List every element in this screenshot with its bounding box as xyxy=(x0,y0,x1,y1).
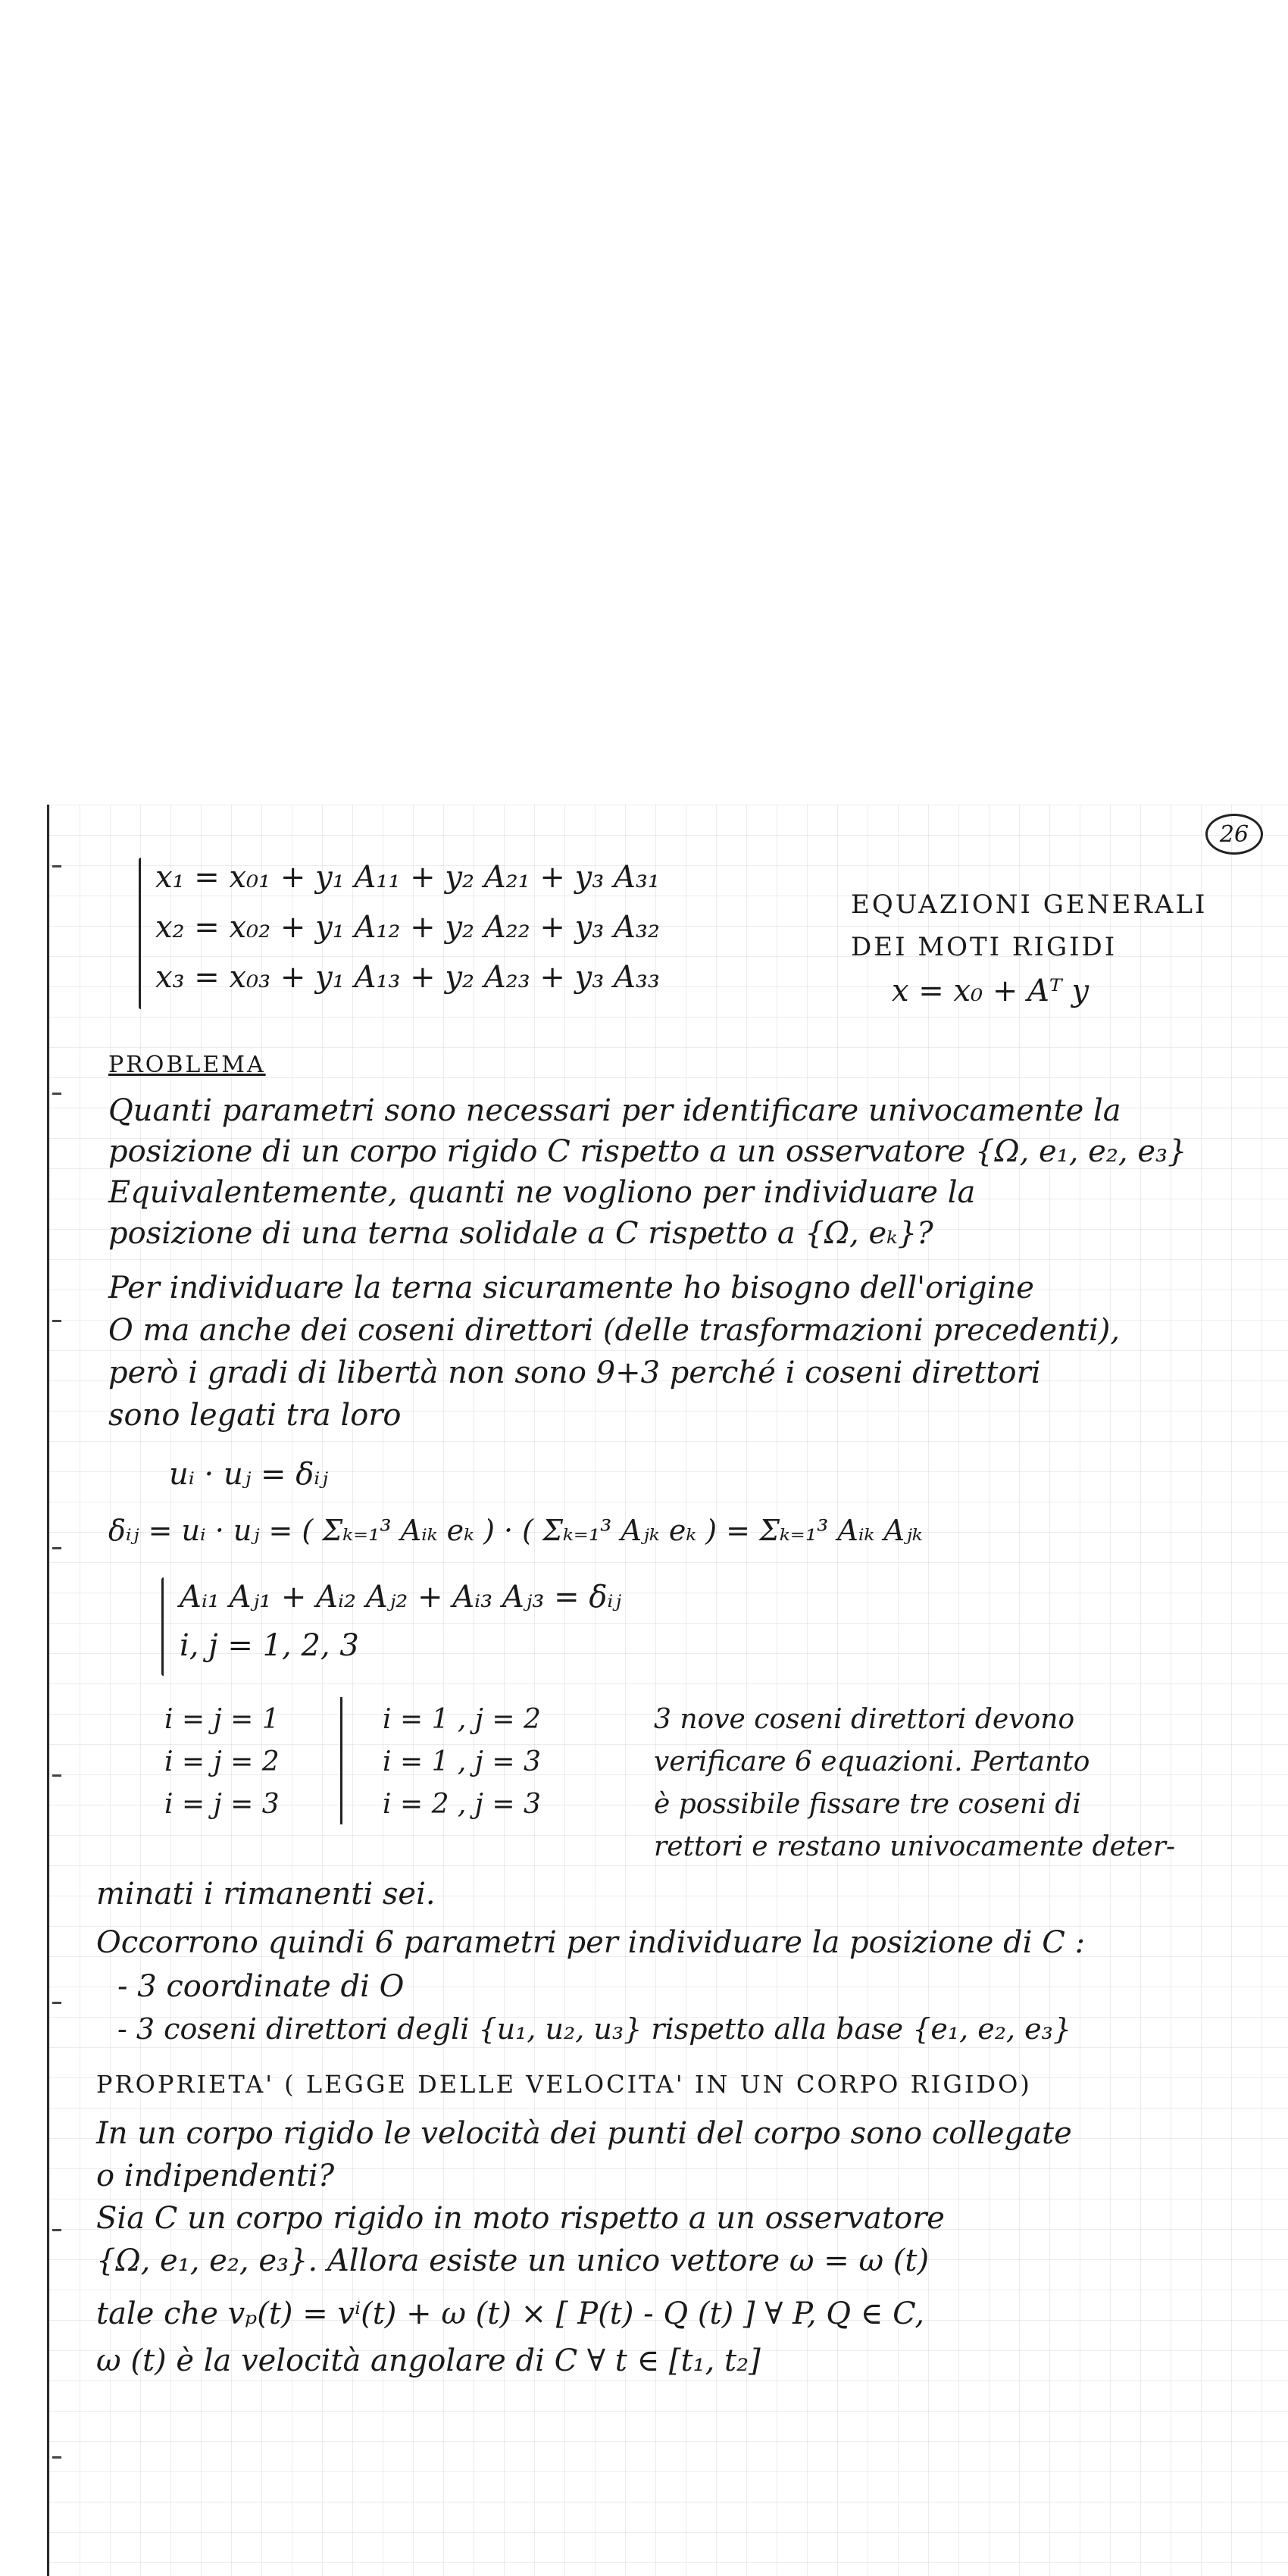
property-line-3: Sia C un corpo rigido in moto rispetto a un osservatore xyxy=(96,2201,945,2236)
index-right-3: i = 2 , j = 3 xyxy=(383,1789,541,1820)
system-indices: i, j = 1, 2, 3 xyxy=(180,1628,359,1663)
index-left-3: i = j = 3 xyxy=(164,1789,280,1820)
margin-mark xyxy=(52,1320,61,1322)
angular-velocity-line: ω (t) è la velocità angolare di C ∀ t ∈ [t₁, t₂] xyxy=(96,2343,761,2378)
heading-rigid-motions: DEI MOTI RIGIDI xyxy=(851,932,1118,962)
page-number: 26 xyxy=(1205,814,1263,855)
kronecker-expansion: δᵢⱼ = uᵢ · uⱼ = ( Σₖ₌₁³ Aᵢₖ eₖ ) · ( Σₖ₌₁³ Aⱼₖ eₖ ) = Σₖ₌₁³ Aᵢₖ Aⱼₖ xyxy=(108,1514,923,1547)
margin-mark xyxy=(52,2229,61,2231)
problem-line-3: Equivalentemente, quanti ne vogliono per individuare la xyxy=(108,1175,976,1210)
property-line-1: In un corpo rigido le velocità dei punti del corpo sono collegate xyxy=(96,2116,1072,2151)
index-right-2: i = 1 , j = 3 xyxy=(383,1746,541,1777)
equation-line-2: x₂ = x₀₂ + y₁ A₁₂ + y₂ A₂₂ + y₃ A₃₂ xyxy=(155,910,660,945)
equation-line-3: x₃ = x₀₃ + y₁ A₁₃ + y₂ A₂₃ + y₃ A₃₃ xyxy=(155,960,660,995)
text-line-2: O ma anche dei coseni direttori (delle trasformazioni precedenti), xyxy=(108,1313,1121,1348)
property-line-4: {Ω, e₁, e₂, e₃}. Allora esiste un unico vettore ω = ω (t) xyxy=(96,2243,930,2278)
margin-mark xyxy=(52,1093,61,1095)
note-line-4: rettori e restano univocamente deter- xyxy=(654,1831,1176,1862)
orthonormal-relation: uᵢ · uⱼ = δᵢⱼ xyxy=(169,1457,328,1492)
index-left-1: i = j = 1 xyxy=(164,1704,280,1735)
problem-line-1: Quanti parametri sono necessari per identificare univocamente la xyxy=(108,1093,1121,1128)
text-line-4: sono legati tra loro xyxy=(108,1398,402,1433)
table-divider xyxy=(340,1697,342,1824)
bullet-coordinates: - 3 coordinate di O xyxy=(117,1969,405,2004)
margin-mark xyxy=(52,2456,61,2459)
system-brace xyxy=(161,1577,164,1676)
equation-line-1: x₁ = x₀₁ + y₁ A₁₁ + y₂ A₂₁ + y₃ A₃₁ xyxy=(155,860,660,895)
text-line-1: Per individuare la terna sicuramente ho bisogno dell'origine xyxy=(108,1271,1034,1305)
margin-mark xyxy=(52,1774,61,1777)
problem-line-4: posizione di una terna solidale a C rispetto a {Ω, eₖ}? xyxy=(108,1216,933,1251)
note-line-2: verificare 6 equazioni. Pertanto xyxy=(654,1746,1090,1777)
property-line-2: o indipendenti? xyxy=(96,2159,335,2193)
vector-equation: x = x₀ + Aᵀ y xyxy=(892,974,1089,1008)
system-equation: Aᵢ₁ Aⱼ₁ + Aᵢ₂ Aⱼ₂ + Aᵢ₃ Aⱼ₃ = δᵢⱼ xyxy=(180,1580,622,1615)
text-line-3: però i gradi di libertà non sono 9+3 perché i coseni direttori xyxy=(108,1355,1041,1390)
margin-mark xyxy=(52,1547,61,1549)
problem-line-2: posizione di un corpo rigido C rispetto a un osservatore {Ω, e₁, e₂, e₃} xyxy=(108,1134,1187,1169)
heading-general-equations: EQUAZIONI GENERALI xyxy=(851,889,1208,920)
note-line-3: è possibile fissare tre coseni di xyxy=(654,1789,1081,1820)
problem-title: PROBLEMA xyxy=(108,1052,266,1078)
property-title: PROPRIETA' ( LEGGE DELLE VELOCITA' IN UN CORPO RIGIDO) xyxy=(96,2070,1032,2099)
bullet-direction-cosines: - 3 coseni direttori degli {u₁, u₂, u₃} rispetto alla base {e₁, e₂, e₃} xyxy=(117,2012,1072,2046)
note-continuation: minati i rimanenti sei. xyxy=(96,1877,436,1912)
margin-mark xyxy=(52,865,61,868)
index-right-1: i = 1 , j = 2 xyxy=(383,1704,541,1735)
conclusion-line: Occorrono quindi 6 parametri per individuare la posizione di C : xyxy=(96,1925,1086,1960)
notebook-page xyxy=(47,805,1288,2576)
note-line-1: 3 nove coseni direttori devono xyxy=(654,1704,1075,1735)
index-left-2: i = j = 2 xyxy=(164,1746,280,1777)
margin-mark xyxy=(52,2002,61,2004)
velocity-law: tale che vₚ(t) = vⁱ(t) + ω (t) × [ P(t) - Q (t) ] ∀ P, Q ∈ C, xyxy=(96,2296,925,2331)
equations-brace xyxy=(139,858,141,1009)
